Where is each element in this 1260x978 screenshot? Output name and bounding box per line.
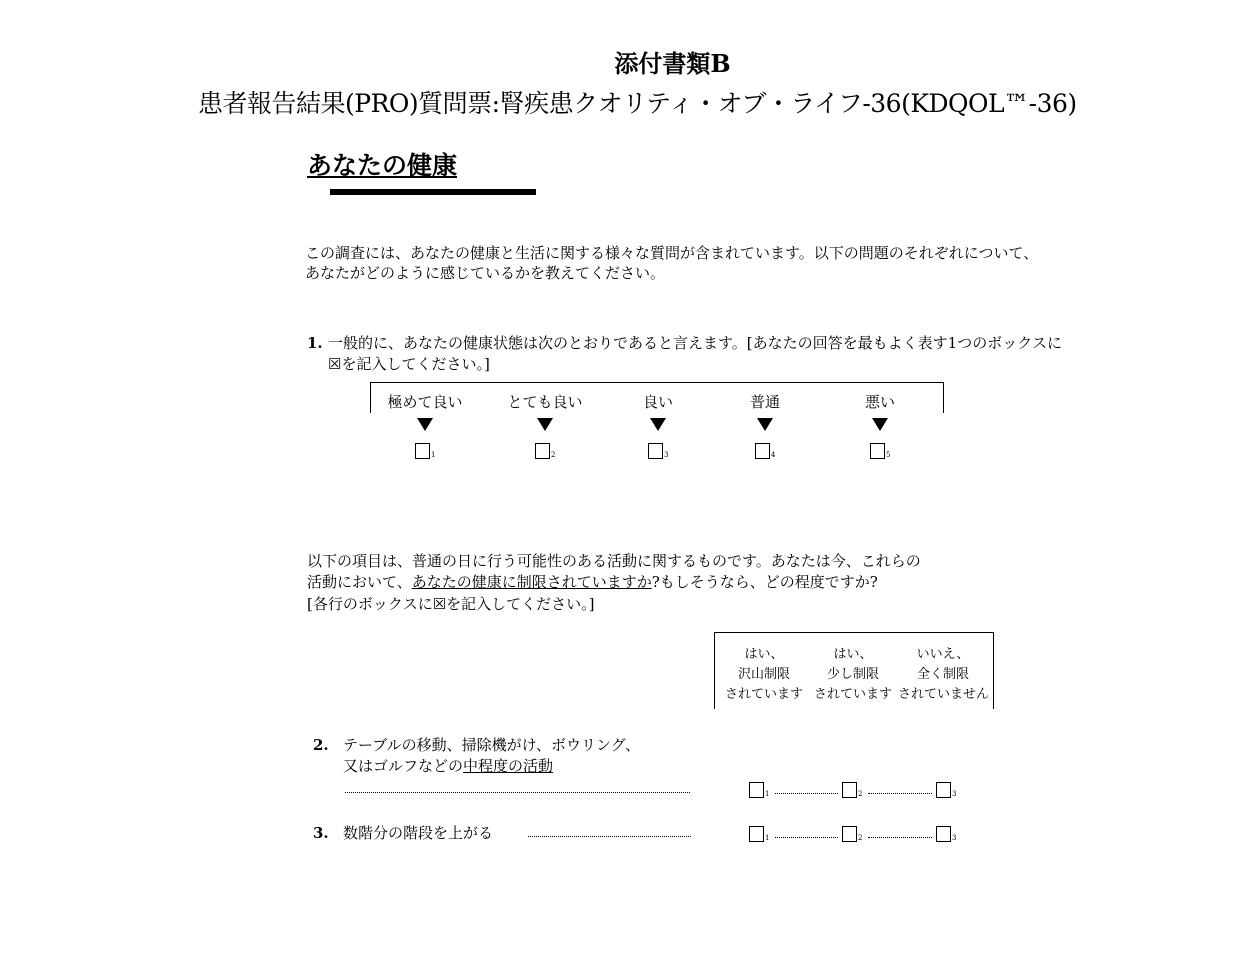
leader-dots bbox=[868, 837, 932, 838]
checkbox[interactable] bbox=[755, 443, 770, 459]
checkbox[interactable] bbox=[415, 443, 430, 459]
checkbox[interactable] bbox=[842, 782, 857, 798]
down-arrow-icon bbox=[650, 418, 666, 431]
q1-option-label: 良い bbox=[598, 392, 718, 412]
checkbox[interactable] bbox=[535, 443, 550, 459]
checkbox[interactable] bbox=[936, 826, 951, 842]
document-page bbox=[0, 0, 1260, 978]
leader-dots bbox=[775, 793, 838, 794]
t: 少し制限 bbox=[808, 665, 898, 685]
title-bar bbox=[330, 189, 536, 195]
q1-line-1: 一般的に、あなたの健康状態は次のとおりであると言えます。[あなたの回答を最もよく表す1つのボックスに bbox=[328, 333, 1062, 353]
q2-checkbox[interactable] bbox=[749, 779, 769, 798]
q3-checkbox[interactable] bbox=[842, 823, 862, 842]
section-title: あなたの健康 bbox=[307, 146, 457, 182]
t: はい、 bbox=[808, 645, 898, 665]
option-code: 2 bbox=[858, 834, 862, 842]
q2-number: 2. bbox=[313, 735, 329, 755]
document-title: 添付書類B bbox=[0, 44, 1260, 79]
column-header-1 bbox=[719, 645, 809, 705]
intro-line-2: あなたがどのように感じているかを教えてください。 bbox=[305, 263, 665, 283]
q3-number: 3. bbox=[313, 823, 329, 843]
intro-line-1: この調査には、あなたの健康と生活に関する様々な質問が含まれています。以下の問題のそれぞれについて、 bbox=[305, 243, 1038, 263]
q1-option-label: 極めて良い bbox=[365, 392, 485, 412]
q1-option-label: 普通 bbox=[705, 392, 825, 412]
option-code: 1 bbox=[765, 790, 769, 798]
text: ?もしそうなら、どの程度ですか? bbox=[652, 573, 878, 591]
q1-option-checkbox[interactable] bbox=[648, 440, 668, 459]
checkbox[interactable] bbox=[842, 826, 857, 842]
option-code: 3 bbox=[664, 451, 668, 459]
document-subtitle: 患者報告結果(PRO)質問票:腎疾患クオリティ・オブ・ライフ-36(KDQOL™-36) bbox=[198, 84, 1077, 120]
option-code: 2 bbox=[858, 790, 862, 798]
down-arrow-icon bbox=[417, 418, 433, 431]
checkbox[interactable] bbox=[870, 443, 885, 459]
option-code: 3 bbox=[952, 790, 956, 798]
q1-option-label: 悪い bbox=[820, 392, 940, 412]
option-code: 2 bbox=[551, 451, 555, 459]
q1-option-checkbox[interactable] bbox=[535, 440, 555, 459]
q1-option-label: とても良い bbox=[485, 392, 605, 412]
emphasis-text: あなたの健康に制限されていますか bbox=[412, 573, 652, 591]
leader-dots bbox=[345, 792, 690, 793]
q1-option-checkbox[interactable] bbox=[870, 440, 890, 459]
t: はい、 bbox=[719, 645, 809, 665]
emphasis-text: 中程度の活動 bbox=[463, 757, 553, 775]
option-code: 5 bbox=[886, 451, 890, 459]
q3-checkbox[interactable] bbox=[749, 823, 769, 842]
q2-checkbox[interactable] bbox=[842, 779, 862, 798]
q1-number: 1. bbox=[307, 333, 323, 353]
q1-option-checkbox[interactable] bbox=[415, 440, 435, 459]
text: 活動において、 bbox=[307, 573, 412, 591]
q2-checkbox[interactable] bbox=[936, 779, 956, 798]
t: されています bbox=[808, 685, 898, 705]
option-code: 1 bbox=[431, 451, 435, 459]
option-code: 3 bbox=[952, 834, 956, 842]
leader-dots bbox=[775, 837, 838, 838]
q3-checkbox[interactable] bbox=[936, 823, 956, 842]
section2-line-2 bbox=[307, 572, 878, 592]
leader-dots bbox=[868, 793, 932, 794]
down-arrow-icon bbox=[757, 418, 773, 431]
option-code: 4 bbox=[771, 451, 775, 459]
t: 沢山制限 bbox=[719, 665, 809, 685]
t: 全く制限 bbox=[898, 665, 988, 685]
q3-text: 数階分の階段を上がる bbox=[343, 823, 493, 843]
text: 又はゴルフなどの bbox=[343, 757, 463, 775]
q1-line-2: ☒を記入してください。] bbox=[328, 354, 490, 374]
down-arrow-icon bbox=[872, 418, 888, 431]
option-code: 1 bbox=[765, 834, 769, 842]
down-arrow-icon bbox=[537, 418, 553, 431]
leader-dots bbox=[528, 836, 691, 837]
section2-line-3: [各行のボックスに☒を記入してください。] bbox=[307, 594, 595, 614]
q2-line-2 bbox=[343, 756, 553, 776]
t: されています bbox=[719, 685, 809, 705]
column-header-2 bbox=[808, 645, 898, 705]
t: いいえ、 bbox=[898, 645, 988, 665]
q2-line-1: テーブルの移動、掃除機がけ、ボウリング、 bbox=[343, 735, 640, 755]
checkbox[interactable] bbox=[749, 826, 764, 842]
q1-option-checkbox[interactable] bbox=[755, 440, 775, 459]
column-header-3 bbox=[898, 645, 988, 705]
checkbox[interactable] bbox=[749, 782, 764, 798]
section2-line-1: 以下の項目は、普通の日に行う可能性のある活動に関するものです。あなたは今、これらの bbox=[307, 551, 921, 571]
checkbox[interactable] bbox=[936, 782, 951, 798]
checkbox[interactable] bbox=[648, 443, 663, 459]
t: されていません bbox=[898, 685, 988, 705]
